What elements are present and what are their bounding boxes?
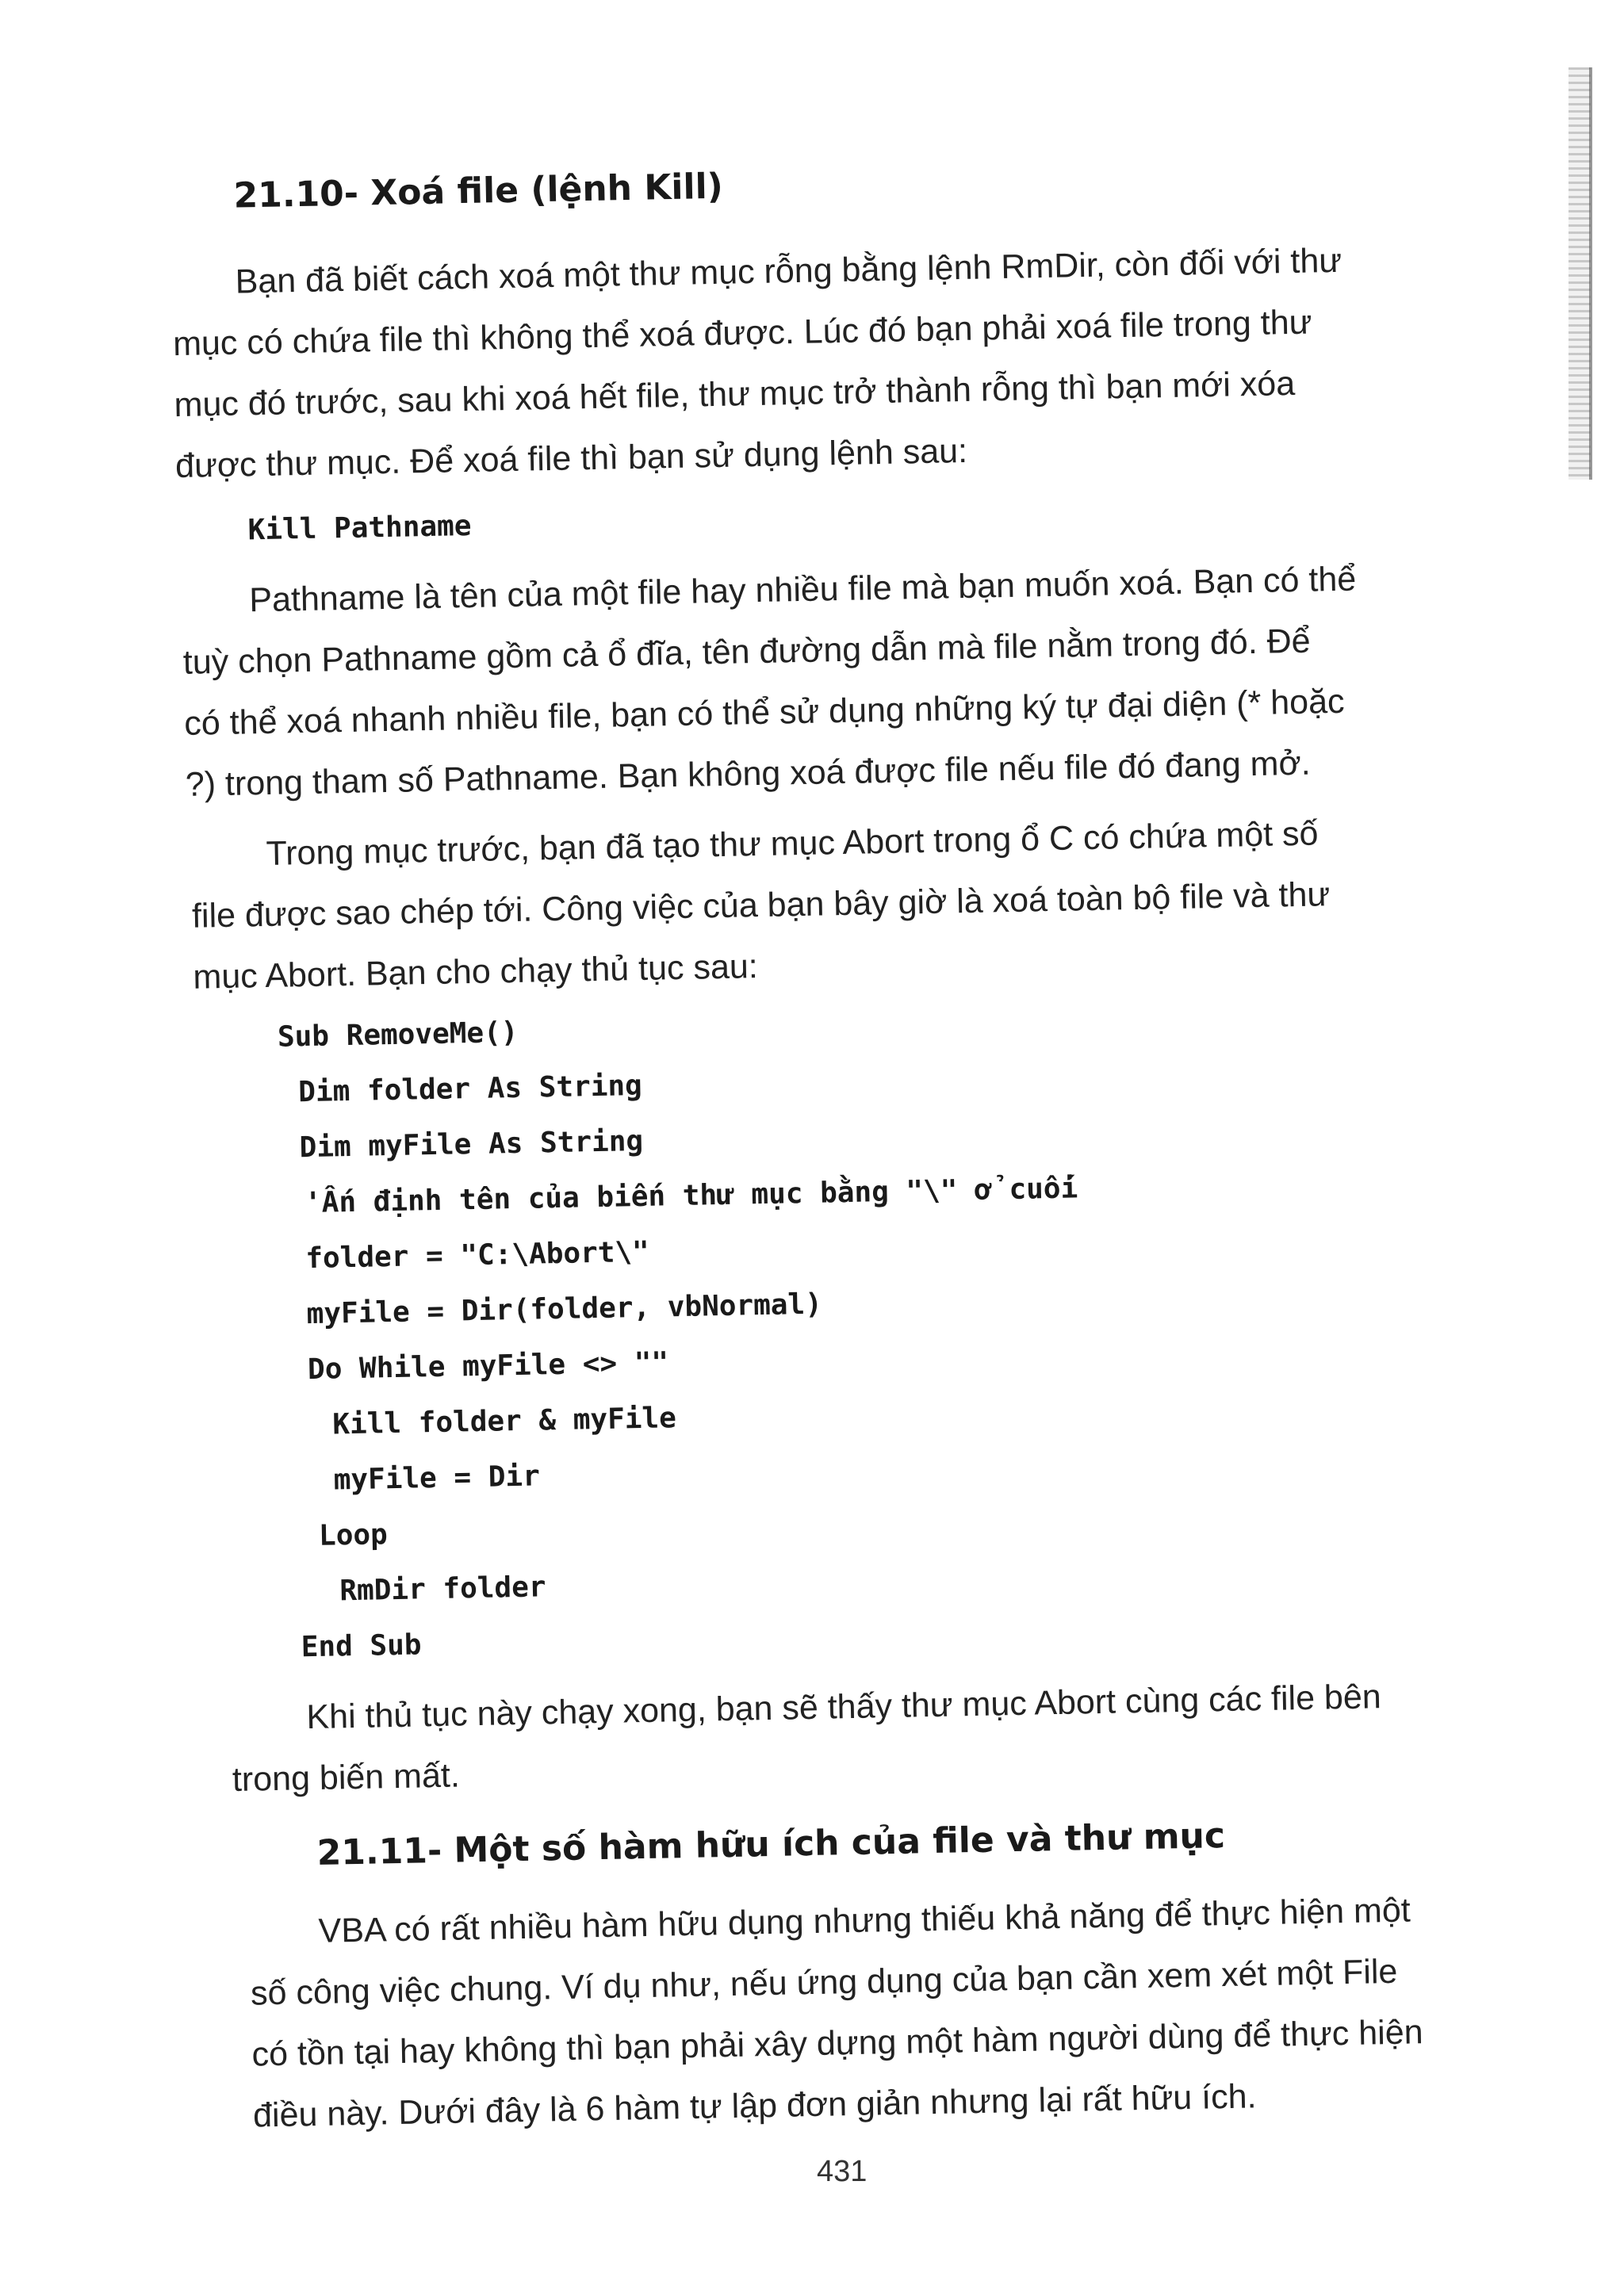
paragraph-line: Khi thủ tục này chạy xong, bạn sẽ thấy thư mục Abort cùng các file bên	[306, 1678, 1382, 1737]
paragraph-line: file được sao chép tới. Công việc của bạn bây giờ là xoá toàn bộ file và thư	[191, 875, 1331, 936]
paragraph-line: số công việc chung. Ví dụ như, nếu ứng dụng của bạn cần xem xét một File	[250, 1952, 1398, 2013]
code-line: Do While myFile <> ""	[307, 1346, 669, 1387]
code-line: Loop	[318, 1518, 389, 1552]
paragraph-line: có tồn tại hay không thì bạn phải xây dựng một hàm người dùng để thực hiện	[251, 2013, 1423, 2074]
paragraph-line: mục đó trước, sau khi xoá hết file, thư mục trở thành rỗng thì bạn mới xóa	[174, 364, 1296, 425]
paragraph-line: được thư mục. Để xoá file thì bạn sử dụng lệnh sau:	[174, 431, 968, 486]
code-line: myFile = Dir(folder, vbNormal)	[306, 1288, 823, 1331]
syntax-line: Kill Pathname	[247, 509, 472, 547]
paragraph-line: mục Abort. Bạn cho chạy thủ tục sau:	[193, 947, 759, 997]
scan-border-artifact	[1568, 67, 1591, 480]
code-line: End Sub	[301, 1628, 422, 1664]
paragraph-line: ?) trong tham số Pathname. Bạn không xoá được file nếu file đó đang mở.	[185, 744, 1312, 804]
code-comment-line: 'Ấn định tên của biến thư mục bằng "\" ở cuối	[304, 1172, 1078, 1220]
page-number: 431	[817, 2155, 868, 2188]
code-line: Dim myFile As String	[299, 1124, 644, 1165]
section-heading: 21.10- Xoá file (lệnh Kill)	[233, 166, 724, 216]
paragraph-line: Bạn đã biết cách xoá một thư mục rỗng bằng lệnh RmDir, còn đối với thư	[235, 241, 1342, 301]
code-line: Sub RemoveMe()	[277, 1016, 519, 1054]
paragraph-line: trong biến mất.	[232, 1756, 461, 1799]
code-line: Kill folder & myFile	[331, 1402, 677, 1441]
paragraph-line: điều này. Dưới đây là 6 hàm tự lập đơn giản nhưng lại rất hữu ích.	[252, 2077, 1257, 2135]
code-line: Dim folder As String	[297, 1069, 643, 1109]
code-line: RmDir folder	[339, 1571, 546, 1608]
paragraph-line: Trong mục trước, bạn đã tạo thư mục Abort trong ổ C có chứa một số	[266, 814, 1319, 873]
paragraph-line: có thể xoá nhanh nhiều file, bạn có thể sử dụng những ký tự đại diện (* hoặc	[183, 682, 1345, 743]
paragraph-line: Pathname là tên của một file hay nhiều file mà bạn muốn xoá. Bạn có thể	[248, 560, 1357, 620]
paragraph-line: mục có chứa file thì không thể xoá được. Lúc đó bạn phải xoá file trong thư	[172, 303, 1312, 364]
paragraph-line: VBA có rất nhiều hàm hữu dụng nhưng thiếu khả năng để thực hiện một	[318, 1891, 1411, 1950]
code-line: myFile = Dir	[333, 1460, 541, 1497]
scan-border-line	[1589, 67, 1592, 480]
paragraph-line: tuỳ chọn Pathname gồm cả ổ đĩa, tên đường dẫn mà file nằm trong đó. Để	[182, 622, 1311, 682]
code-line: folder = "C:\Abort\"	[304, 1235, 650, 1276]
section-heading: 21.11- Một số hàm hữu ích của file và thư mục	[316, 1815, 1226, 1873]
